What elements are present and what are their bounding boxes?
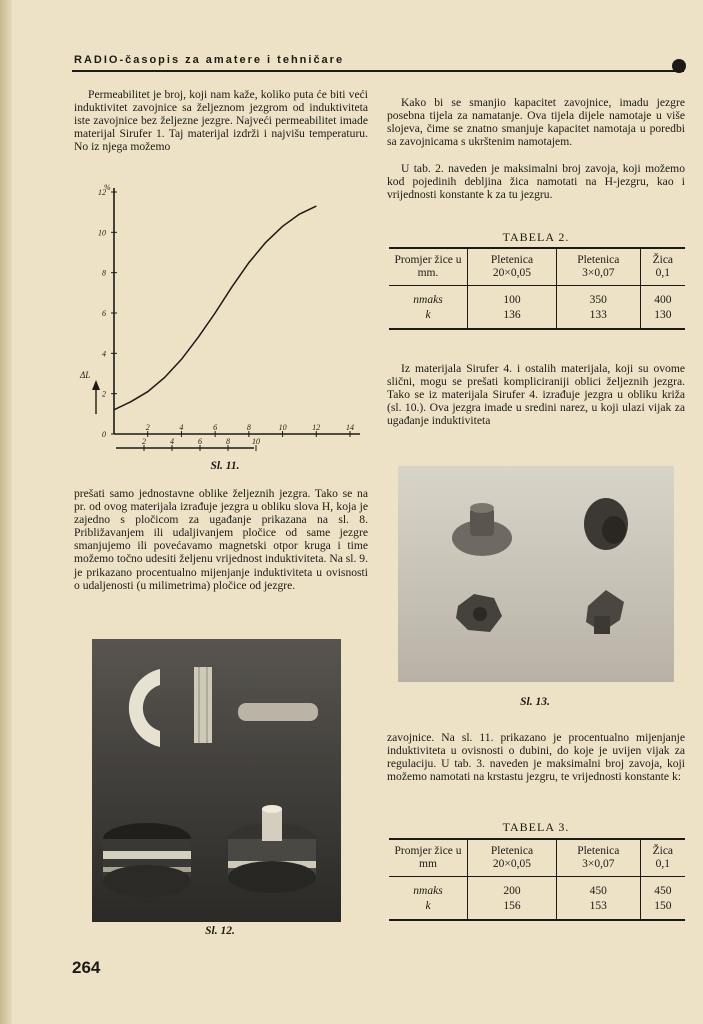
table-row: [389, 286, 685, 309]
table-cell: 450: [640, 877, 685, 900]
series-line: [114, 206, 316, 410]
table-cell: 350: [556, 286, 640, 309]
x-tick-label-upper: 12: [312, 423, 321, 432]
x-tick-label-lower: 4: [170, 437, 174, 446]
table-header-cell: Promjer žice u mm.: [389, 248, 468, 286]
y-tick-label: 0: [102, 430, 106, 439]
table-cell: 150: [640, 899, 685, 920]
table-header-cell: Pletenica 3×0,07: [556, 248, 640, 286]
table-header-cell: Pletenica 3×0,07: [556, 839, 640, 877]
figure-12-image: [92, 639, 341, 922]
x-tick-label-upper: 4: [179, 423, 184, 432]
table-3-title: TABELA 3.: [502, 820, 570, 834]
coil-former-bobbin: [194, 667, 212, 743]
delta-l-label: ΔL: [80, 370, 91, 380]
header-rule: [72, 70, 684, 72]
table-cell: 133: [556, 308, 640, 329]
chart-series: [114, 206, 316, 410]
chart-axes: [92, 188, 360, 448]
table-2: [389, 247, 685, 330]
table-cell: nmaks: [413, 294, 443, 306]
table-header-cell: Promjer žice u mm: [389, 839, 468, 877]
journal-header-title: RADIO-časopis za amatere i tehničare: [74, 54, 345, 66]
table-row: [389, 899, 685, 920]
page-binding-edge: [0, 0, 12, 1024]
tuning-screw-core: [262, 809, 282, 841]
table-cell: 153: [556, 899, 640, 920]
right-paragraph-tab2: U tab. 2. naveden je maksimalni broj zavoja, koji možemo kod pojedinih debljina žica namotati na H-jezgru, kao i vrijednosti konstante k za tu jezgru.: [387, 162, 685, 202]
table-cell: 450: [556, 877, 640, 900]
table-cell: k: [425, 900, 431, 912]
y-tick-label: 4: [102, 349, 106, 359]
left-paragraph-bottom: prešati samo jednostavne oblike željeznih jezgra. Tako se na pr. od ovog materijala izrađuje jezgra u obliku slova H, koja je zajedno s pločicom za ugađanje prikazana na sl. 8. Približavanjem ili udaljivanjem pločice od same jezgre smanjujemo ili povećavamo magnetski otpor kruga i time možemo točno udesiti željenu vrijednost induktiviteta. Na sl. 9. je prikazano procentualno mijenjanje induktiviteta u ovisnosti o udaljenosti (u milimetrima) pločice od jezgre.: [74, 487, 368, 592]
y-tick-label: 8: [102, 268, 106, 278]
inductance-chart: [78, 176, 368, 454]
table-cell: k: [425, 309, 431, 321]
table-cell: 130: [640, 308, 685, 329]
figure-12-photo: [92, 639, 341, 922]
table-header-cell: Žica 0,1: [640, 248, 685, 286]
table-header-cell: Žica 0,1: [640, 839, 685, 877]
x-tick-label-lower: 10: [252, 437, 260, 446]
chart-ticks: [111, 192, 350, 451]
figure-11-caption: Sl. 11.: [210, 460, 240, 472]
table-row: [389, 877, 685, 900]
table-2-title: TABELA 2.: [502, 230, 570, 244]
table-row: [389, 308, 685, 329]
y-axis-unit-label: %: [104, 183, 111, 192]
table-3: [389, 838, 685, 921]
table-header-cell: Pletenica 20×0,05: [468, 248, 557, 286]
y-tick-label: 10: [98, 228, 106, 238]
left-paragraph-top: Permeabilitet je broj, koji nam kaže, koliko puta će biti veći induktivitet zavojnice sa željeznom jezgrom od induktiviteta iste zavojnice bez željezne jezgre. Najveći permeabilitet imade materijal Sirufer 1. Taj materijal izdrži i najvišu temperaturu. No iz njega možemo: [74, 88, 368, 154]
table-cell: 136: [468, 308, 557, 329]
table-cell: nmaks: [413, 885, 443, 897]
table-row: [389, 248, 685, 286]
page-number: 264: [72, 958, 101, 977]
x-tick-label-upper: 8: [246, 423, 251, 432]
figure-13-caption: Sl. 13.: [520, 696, 550, 708]
x-tick-label-lower: 6: [198, 437, 202, 446]
y-tick-label: 2: [102, 389, 106, 399]
delta-l-arrowhead-icon: [92, 380, 100, 390]
table-row: [389, 839, 685, 877]
table-cell: 156: [468, 899, 557, 920]
figure-13-image: [398, 466, 674, 682]
x-tick-label-upper: 10: [278, 423, 287, 432]
table-cell: 200: [468, 877, 557, 900]
table-cell: 400: [640, 286, 685, 309]
right-paragraph-top: Kako bi se smanjio kapacitet zavojnice, imadu jezgre posebna tijela za namatanje. Ova tijela dijele namotaje u više slojeva, čime se znatno smanjuje kapacitet namotaja u poredbi sa zavojnicama s ukrštenim namotajem.: [387, 96, 685, 149]
right-paragraph-bottom: zavojnice. Na sl. 11. prikazano je procentualno mijenjanje induktiviteta u ovisnosti o dubini, do koje je uvijen vijak za regulaciju. U tab. 3. naveden je maksimalni broj zavoja, koji možemo namotati na krstastu jezgru, te vrijednosti konstante k:: [387, 731, 685, 784]
table-header-cell: Pletenica 20×0,05: [468, 839, 557, 877]
table-cell: 100: [468, 286, 557, 309]
x-tick-label-lower: 8: [226, 437, 230, 446]
right-paragraph-sirufer4: Iz materijala Sirufer 4. i ostalih materijala, koji su ovome slični, mogu se prešati kompliciraniji oblici željeznih jezgra. Tako se iz materijala Sirufer 4. izrađuje jezgra u obliku križa (sl. 10.). Ova jezgra imade u sredini narez, u koji ulazi vijak za ugađanje induktiviteta: [387, 362, 685, 428]
figure-12-caption: Sl. 12.: [205, 925, 235, 937]
y-tick-label: 6: [102, 309, 106, 318]
header-bullet-icon: [672, 59, 686, 73]
x-tick-label-lower: 2: [142, 437, 146, 446]
x-tick-label-upper: 6: [213, 423, 218, 432]
x-tick-label-upper: 2: [145, 423, 150, 432]
figure-13-photo: [398, 466, 674, 682]
y-tick-label: 12: [98, 188, 106, 197]
cylindrical-core-rod: [238, 703, 318, 721]
x-tick-label-upper: 14: [346, 423, 354, 432]
